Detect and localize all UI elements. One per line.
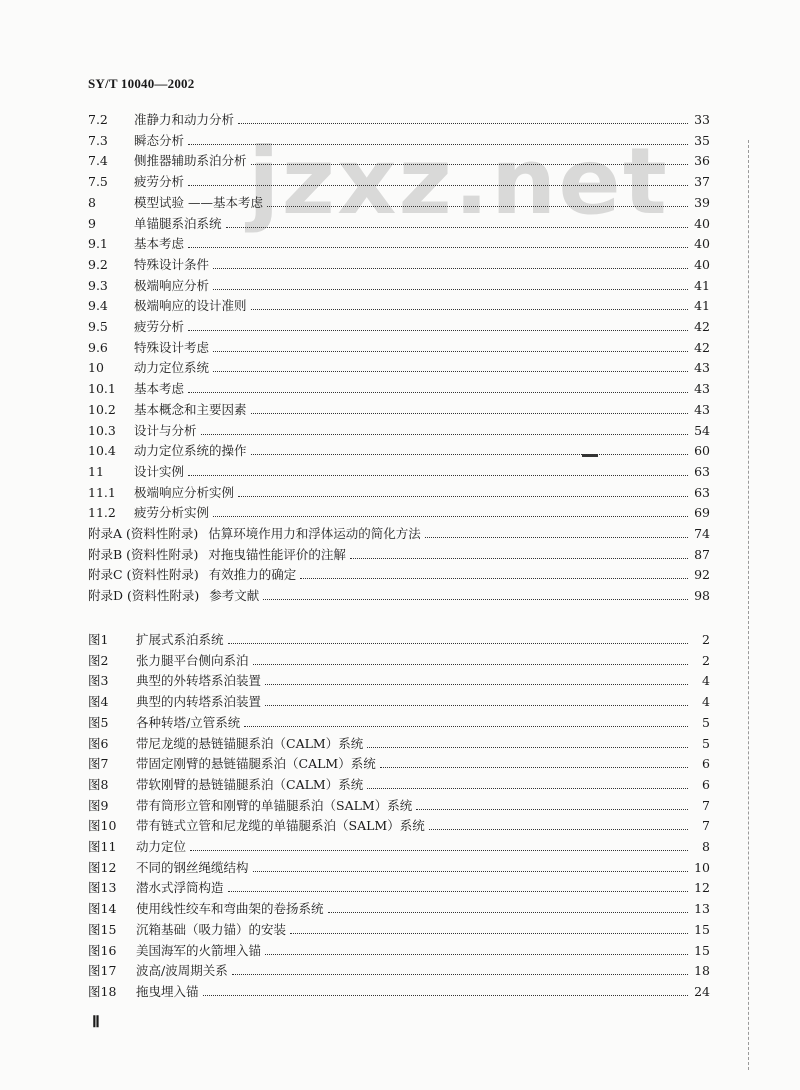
toc-entry <box>88 317 710 337</box>
figure-entry-number: 图17 <box>88 963 117 979</box>
toc-entry-title: 动力定位系统的操作 <box>134 443 247 459</box>
toc-entry <box>88 421 710 441</box>
toc-entry-number: 10.1 <box>88 381 116 397</box>
figure-entry <box>88 837 710 857</box>
toc-entry-page: 43 <box>694 381 710 397</box>
dot-leader <box>188 144 688 145</box>
toc-entry-number: 9.1 <box>88 236 108 252</box>
toc-entry <box>88 462 710 482</box>
dot-leader <box>213 516 688 517</box>
toc-entry-page: 35 <box>694 132 710 148</box>
toc-entry <box>88 193 710 213</box>
figure-entry-page: 8 <box>702 839 710 854</box>
dot-leader <box>265 705 688 706</box>
figure-entry-title: 张力腿平台侧向系泊 <box>136 652 249 668</box>
figure-entry-number: 图2 <box>88 652 109 668</box>
figure-entry-page: 2 <box>702 632 710 647</box>
dot-leader <box>188 392 688 393</box>
toc-entry-page: 40 <box>694 236 710 252</box>
toc-entry-number: 9.6 <box>88 339 108 355</box>
toc-entry-page: 98 <box>694 588 710 604</box>
toc-entry-number: 7.2 <box>88 112 108 127</box>
toc-entry-page: 40 <box>694 256 710 272</box>
toc-entry <box>88 110 710 130</box>
toc-entry-number: 9.2 <box>88 256 108 272</box>
figure-entry-page: 2 <box>702 652 710 668</box>
figure-entry <box>88 651 710 671</box>
toc-entry-number: 11.1 <box>88 484 116 500</box>
dot-leader <box>290 933 688 934</box>
figure-entry-page: 15 <box>694 921 710 937</box>
toc-entry <box>88 545 710 565</box>
toc-entry-number: 附录C (资料性附录) <box>88 567 199 583</box>
figure-entry-page: 6 <box>702 756 710 772</box>
toc-entry <box>88 586 710 606</box>
toc-entry-title: 动力定位系统 <box>134 360 210 376</box>
figure-entry-title: 波高/波周期关系 <box>136 963 228 979</box>
figure-entry-number: 图9 <box>88 797 109 813</box>
toc-entry-number: 9.3 <box>88 277 108 293</box>
toc-entry-page: 63 <box>694 484 710 500</box>
figure-entry-page: 24 <box>694 983 710 999</box>
dot-leader <box>228 643 688 644</box>
dot-leader <box>213 289 688 290</box>
dot-leader <box>367 788 688 789</box>
toc-entry <box>88 400 710 420</box>
toc-entry-page: 37 <box>694 174 710 190</box>
dot-leader <box>213 351 688 352</box>
figure-entry <box>88 754 710 774</box>
figure-entry-number: 图8 <box>88 776 109 792</box>
toc-entry-title: 设计与分析 <box>134 422 197 438</box>
toc-entry <box>88 524 710 544</box>
toc-entry-title: 疲劳分析 <box>134 174 185 190</box>
dot-leader <box>232 974 688 975</box>
dot-leader <box>251 413 688 414</box>
toc-entry-title: 基本考虑 <box>134 381 185 397</box>
figure-entry-number: 图7 <box>88 756 109 772</box>
toc-entry <box>88 503 710 523</box>
figure-entry-title: 典型的内转塔系泊装置 <box>136 694 262 710</box>
dot-leader <box>265 954 688 955</box>
dot-leader <box>213 371 688 372</box>
figure-entry-title: 典型的外转塔系泊装置 <box>136 673 262 689</box>
page-number: Ⅱ <box>92 1014 100 1031</box>
figure-entry <box>88 858 710 878</box>
figure-entry <box>88 734 710 754</box>
figure-entry-page: 18 <box>694 963 710 979</box>
figure-entry-number: 图1 <box>88 632 109 647</box>
figure-entry <box>88 982 710 1002</box>
toc-entry-page: 87 <box>694 546 710 562</box>
toc-entry <box>88 131 710 151</box>
figure-entry-page: 12 <box>694 880 710 896</box>
figure-entry-number: 图13 <box>88 880 117 896</box>
dot-leader <box>429 829 688 830</box>
dot-leader <box>300 578 688 579</box>
figure-entry-page: 7 <box>702 818 710 834</box>
toc-entry-page: 42 <box>694 339 710 355</box>
toc-entry-title: 侧推器辅助系泊分析 <box>134 153 247 169</box>
toc-entry-title: 疲劳分析实例 <box>134 505 210 521</box>
dot-leader <box>188 247 688 248</box>
figure-entry-title: 拖曳埋入锚 <box>136 983 199 999</box>
toc-entry-number: 附录D (资料性附录) <box>88 588 200 604</box>
dot-leader <box>188 330 688 331</box>
toc-entry-title: 基本概念和主要因素 <box>134 401 247 417</box>
figure-entry <box>88 878 710 898</box>
figure-entry-number: 图14 <box>88 901 117 917</box>
figure-entry-title: 带有链式立管和尼龙缆的单锚腿系泊（SALM）系统 <box>136 818 425 834</box>
figure-entry-number: 图6 <box>88 735 109 751</box>
toc-entry <box>88 214 710 234</box>
figure-entry-title: 带固定刚臂的悬链锚腿系泊（CALM）系统 <box>136 756 376 772</box>
toc-entry-page: 69 <box>694 505 710 521</box>
dot-leader <box>203 995 688 996</box>
figure-entry <box>88 671 710 691</box>
toc-entry-page: 74 <box>694 526 710 541</box>
toc-entry-number: 8 <box>88 194 96 210</box>
toc-entry-title: 模型试验 ——基本考虑 <box>134 194 263 210</box>
figure-entry-number: 图3 <box>88 673 109 689</box>
toc-entry-number: 10.3 <box>88 422 116 438</box>
watermark: jzxz.net <box>248 128 669 235</box>
dot-leader <box>188 475 688 476</box>
figure-entry-title: 不同的钢丝绳缆结构 <box>136 859 249 875</box>
toc-entry-title: 对拖曳锚性能评价的注解 <box>208 546 346 562</box>
toc-entry-title: 特殊设计条件 <box>134 256 210 272</box>
dot-leader <box>201 434 688 435</box>
toc-entry-number: 11.2 <box>88 505 116 521</box>
figure-entry-title: 各种转塔/立管系统 <box>136 714 241 730</box>
toc-entry-number: 9.5 <box>88 319 108 334</box>
figure-entry-number: 图4 <box>88 694 109 710</box>
figure-entry-page: 5 <box>702 714 710 730</box>
figure-entry <box>88 920 710 940</box>
dot-leader <box>251 454 688 455</box>
figure-entry-title: 动力定位 <box>136 839 187 854</box>
figure-entry-number: 图18 <box>88 983 117 999</box>
figure-entry-number: 图12 <box>88 859 117 875</box>
dot-leader <box>253 871 688 872</box>
dot-leader <box>226 227 688 228</box>
dot-leader <box>367 747 688 748</box>
figure-entry <box>88 961 710 981</box>
toc-entry-title: 瞬态分析 <box>134 132 185 148</box>
toc-entry-title: 极端响应的设计准则 <box>134 298 247 314</box>
dot-leader <box>228 891 688 892</box>
figure-entry-page: 6 <box>702 776 710 792</box>
toc-entry-title: 基本考虑 <box>134 236 185 252</box>
toc-entry-title: 特殊设计考虑 <box>134 339 210 355</box>
figure-entry-title: 带尼龙缆的悬链锚腿系泊（CALM）系统 <box>136 735 364 751</box>
toc-entry <box>88 255 710 275</box>
toc-entry <box>88 441 710 461</box>
toc-entry-page: 63 <box>694 463 710 479</box>
figure-entry-page: 13 <box>694 901 710 917</box>
dot-leader <box>188 185 688 186</box>
toc-entry <box>88 379 710 399</box>
toc-entry-page: 43 <box>694 360 710 376</box>
dot-leader <box>238 123 688 124</box>
toc-entry <box>88 565 710 585</box>
toc-entry-page: 33 <box>694 112 710 127</box>
toc-entry-number: 7.5 <box>88 174 108 190</box>
figure-entry <box>88 713 710 733</box>
figure-entry-page: 5 <box>702 735 710 751</box>
toc-entry-page: 41 <box>694 277 710 293</box>
toc-entry <box>88 234 710 254</box>
dot-leader <box>251 309 688 310</box>
toc-entry-page: 39 <box>694 194 710 210</box>
toc-entry-page: 40 <box>694 215 710 231</box>
toc-entry <box>88 358 710 378</box>
figure-entry <box>88 899 710 919</box>
toc-entry-number: 11 <box>88 463 104 479</box>
figure-entry-page: 4 <box>702 673 710 689</box>
toc-entry-page: 92 <box>694 567 710 583</box>
toc-entry <box>88 338 710 358</box>
toc-entry-title: 单锚腿系泊系统 <box>134 215 222 231</box>
toc-entry-number: 7.3 <box>88 132 108 148</box>
toc-entry-number: 附录B (资料性附录) <box>88 546 199 562</box>
dot-leader <box>328 912 688 913</box>
dot-leader <box>190 850 688 851</box>
figure-entry-number: 图11 <box>88 839 117 854</box>
toc-entry <box>88 172 710 192</box>
scan-speck <box>582 454 598 457</box>
figure-entry-title: 扩展式系泊系统 <box>136 632 224 647</box>
figure-entry-title: 潜水式浮筒构造 <box>136 880 224 896</box>
scan-margin-line <box>748 140 749 1070</box>
document-header: SY/T 10040—2002 <box>88 76 195 91</box>
toc-entry-title: 参考文献 <box>209 588 260 604</box>
figure-entry <box>88 630 710 650</box>
toc-entry-page: 41 <box>694 298 710 314</box>
toc-entry <box>88 483 710 503</box>
toc-entry-page: 54 <box>694 422 710 438</box>
toc-entry-number: 9.4 <box>88 298 108 314</box>
figure-entry <box>88 796 710 816</box>
toc-entry-title: 估算环境作用力和浮体运动的简化方法 <box>208 526 421 541</box>
dot-leader <box>238 496 688 497</box>
toc-entry-number: 9 <box>88 215 96 231</box>
dot-leader <box>244 726 688 727</box>
toc-entry-title: 极端响应分析实例 <box>134 484 235 500</box>
figure-entry-page: 4 <box>702 694 710 710</box>
toc-entry-number: 7.4 <box>88 153 108 169</box>
dot-leader <box>416 809 688 810</box>
dot-leader <box>213 268 688 269</box>
toc-entry-number: 10.4 <box>88 443 116 459</box>
figure-entry <box>88 816 710 836</box>
toc-entry-title: 有效推力的确定 <box>208 567 297 583</box>
dot-leader <box>251 164 688 165</box>
toc-entry-title: 准静力和动力分析 <box>134 112 235 127</box>
dot-leader <box>265 684 688 685</box>
figure-entry <box>88 692 710 712</box>
figure-entry-number: 图10 <box>88 818 117 834</box>
toc-entry-page: 43 <box>694 401 710 417</box>
toc-entry-title: 疲劳分析 <box>134 319 185 334</box>
figure-entry-title: 美国海军的火箭埋入锚 <box>136 942 262 958</box>
figure-entry-title: 带有筒形立管和刚臂的单锚腿系泊（SALM）系统 <box>136 797 413 813</box>
toc-entry-title: 极端响应分析 <box>134 277 210 293</box>
toc-entry-title: 设计实例 <box>134 463 185 479</box>
figure-entry-number: 图15 <box>88 921 117 937</box>
figure-entry <box>88 775 710 795</box>
toc-entry <box>88 151 710 171</box>
figure-entry-page: 7 <box>702 797 710 813</box>
figure-entry <box>88 941 710 961</box>
dot-leader <box>350 558 688 559</box>
dot-leader <box>253 664 688 665</box>
toc-entry <box>88 296 710 316</box>
dot-leader <box>267 206 688 207</box>
dot-leader <box>425 537 688 538</box>
toc-entry <box>88 276 710 296</box>
toc-entry-page: 36 <box>694 153 710 169</box>
figure-entry-number: 图5 <box>88 714 109 730</box>
figure-entry-title: 沉箱基础（吸力锚）的安装 <box>136 921 287 937</box>
toc-entry-page: 42 <box>694 319 710 334</box>
dot-leader <box>380 767 688 768</box>
dot-leader <box>263 599 688 600</box>
toc-entry-number: 10.2 <box>88 401 116 417</box>
toc-entry-number: 10 <box>88 360 104 376</box>
figure-entry-title: 带软刚臂的悬链锚腿系泊（CALM）系统 <box>136 776 364 792</box>
figure-entry-page: 10 <box>694 859 710 875</box>
figure-entry-number: 图16 <box>88 942 117 958</box>
toc-entry-number: 附录A (资料性附录) <box>88 526 199 541</box>
figure-entry-title: 使用线性绞车和弯曲架的卷扬系统 <box>136 901 324 917</box>
figure-entry-page: 15 <box>694 942 710 958</box>
toc-entry-page: 60 <box>694 443 710 459</box>
